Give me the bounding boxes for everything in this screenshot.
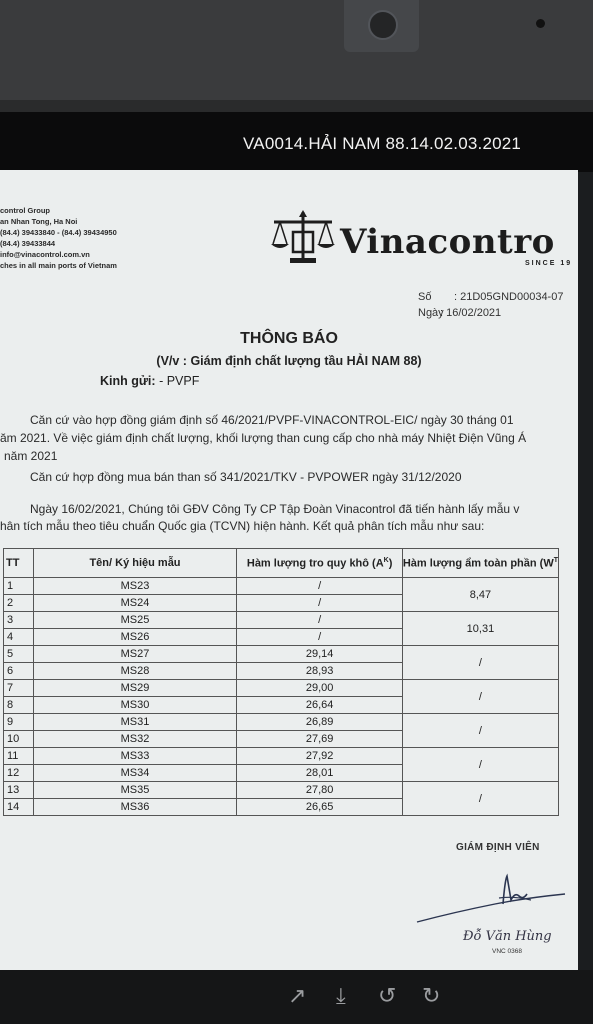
moisture-cell: /: [402, 646, 558, 680]
table-cell: 29,14: [237, 646, 402, 663]
table-cell: 26,64: [237, 697, 402, 714]
table-cell: 26,89: [237, 714, 402, 731]
camera-sensor-icon: [536, 19, 545, 28]
company-line: (84.4) 39433844: [0, 239, 56, 248]
table-cell: MS32: [33, 731, 237, 748]
table-cell: 27,80: [237, 782, 402, 799]
table-row: [4, 612, 559, 629]
table-row: [4, 714, 559, 731]
header-name: Tên/ Ký hiệu mẫu: [33, 549, 237, 578]
signer-name: Đỗ Văn Hùng: [463, 929, 552, 944]
table-cell: 7: [4, 680, 34, 697]
table-cell: 5: [4, 646, 34, 663]
brand-wordmark: Vinacontro: [340, 222, 555, 262]
table-row: [4, 782, 559, 799]
signer-code: VNC 0368: [492, 948, 522, 955]
brand-since: SINCE 19: [525, 260, 573, 267]
paragraph-line: năm 2021: [4, 449, 58, 463]
company-line: ches in all main ports of Vietnam: [0, 261, 117, 270]
table-cell: MS33: [33, 748, 237, 765]
table-cell: MS31: [33, 714, 237, 731]
table-cell: /: [237, 595, 402, 612]
table-cell: 27,69: [237, 731, 402, 748]
company-line: info@vinacontrol.com.vn: [0, 250, 90, 259]
table-cell: 4: [4, 629, 34, 646]
table-row: [4, 748, 559, 765]
company-line: control Group: [0, 206, 50, 215]
reference-number-value: : 21D05GND00034-07: [454, 291, 564, 303]
company-line: an Nhan Tong, Ha Noi: [0, 217, 78, 226]
table-header-row: [4, 549, 559, 578]
reference-number: [418, 291, 563, 303]
rotate-right-icon[interactable]: ↻: [422, 983, 441, 1008]
table-cell: MS24: [33, 595, 237, 612]
table-cell: 13: [4, 782, 34, 799]
table-cell: MS35: [33, 782, 237, 799]
table-cell: 27,92: [237, 748, 402, 765]
table-cell: 8: [4, 697, 34, 714]
download-icon[interactable]: ⤓: [336, 983, 346, 1008]
header-moisture: Hàm lượng ẩm toàn phần ($W^T$: [402, 549, 558, 578]
table-cell: 29,00: [237, 680, 402, 697]
reference-date-value: : 16/02/2021: [440, 307, 502, 319]
table-cell: 28,01: [237, 765, 402, 782]
reference-date: [418, 307, 501, 319]
paragraph-line: Căn cứ hợp đồng mua bán than số 341/2021/TKV - PVPOWER ngày 31/12/2020: [30, 470, 462, 484]
camera-lens-icon: [368, 10, 398, 40]
table-row: [4, 646, 559, 663]
moisture-cell: /: [402, 714, 558, 748]
moisture-cell: 10,31: [402, 612, 558, 646]
table-cell: 10: [4, 731, 34, 748]
header-tt: TT: [4, 549, 34, 578]
document-heading: THÔNG BÁO: [240, 330, 338, 347]
table-cell: 2: [4, 595, 34, 612]
signature-title: GIÁM ĐỊNH VIÊN: [456, 842, 540, 853]
table-cell: 28,93: [237, 663, 402, 680]
recipient-value: - PVPF: [159, 374, 200, 388]
header-ash: Hàm lượng tro quy khô $(A^K)$: [237, 549, 402, 578]
table-cell: MS28: [33, 663, 237, 680]
table-cell: MS27: [33, 646, 237, 663]
results-table: [3, 548, 559, 816]
table-cell: 1: [4, 578, 34, 595]
moisture-cell: 8,47: [402, 578, 558, 612]
recipient-label: Kinh gửi:: [100, 374, 156, 388]
table-cell: MS30: [33, 697, 237, 714]
table-cell: /: [237, 612, 402, 629]
reference-date-label: Ngày: [418, 307, 444, 319]
table-cell: MS34: [33, 765, 237, 782]
table-cell: MS23: [33, 578, 237, 595]
paragraph-line: Căn cứ vào hợp đồng giám định số 46/2021/PVPF-VINACONTROL-EIC/ ngày 30 tháng 01: [30, 413, 514, 427]
paragraph-line: hân tích mẫu theo tiêu chuẩn Quốc gia (TCVN) hiện hành. Kết quả phân tích mẫu như sau:: [0, 519, 485, 533]
table-cell: 26,65: [237, 799, 402, 816]
table-cell: 6: [4, 663, 34, 680]
table-cell: MS36: [33, 799, 237, 816]
share-icon[interactable]: ↗: [288, 983, 307, 1008]
moisture-cell: /: [402, 748, 558, 782]
company-address: [0, 205, 117, 271]
paragraph-line: ăm 2021. Về việc giám định chất lượng, khối lượng than cung cấp cho nhà máy Nhiệt Điện Vũng Á: [0, 431, 527, 445]
table-row: [4, 680, 559, 697]
recipient-line: [100, 374, 199, 388]
document-subject: (V/v : Giám định chất lượng tầu HẢI NAM 88): [156, 354, 422, 368]
moisture-cell: /: [402, 782, 558, 816]
table-cell: 3: [4, 612, 34, 629]
moisture-cell: /: [402, 680, 558, 714]
rotate-left-icon[interactable]: ↺: [378, 983, 397, 1008]
file-title: VA0014.HẢI NAM 88.14.02.03.2021: [243, 134, 522, 153]
handwritten-signature: [415, 870, 575, 930]
company-line: (84.4) 39433840 - (84.4) 39434950: [0, 228, 117, 237]
table-cell: 14: [4, 799, 34, 816]
camera-strip: [0, 0, 593, 100]
reference-number-label: Số: [418, 291, 432, 303]
table-cell: MS26: [33, 629, 237, 646]
table-cell: 11: [4, 748, 34, 765]
table-cell: /: [237, 578, 402, 595]
table-cell: 12: [4, 765, 34, 782]
paragraph-line: Ngày 16/02/2021, Chúng tôi GĐV Công Ty CP Tập Đoàn Vinacontrol đã tiến hành lấy mẫu v: [30, 502, 520, 516]
table-cell: /: [237, 629, 402, 646]
scales-logo-icon: [268, 208, 338, 268]
table-cell: MS25: [33, 612, 237, 629]
table-cell: 9: [4, 714, 34, 731]
table-row: [4, 578, 559, 595]
table-cell: MS29: [33, 680, 237, 697]
